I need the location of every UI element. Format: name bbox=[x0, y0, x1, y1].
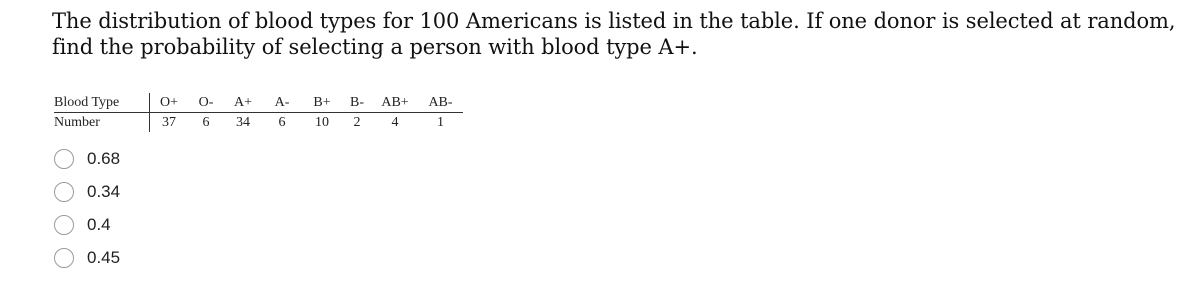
table-header-cell: B- bbox=[342, 93, 372, 113]
table-cell: 1 bbox=[437, 115, 444, 130]
table-row-number bbox=[54, 113, 463, 133]
option-label: 0.34 bbox=[87, 181, 121, 201]
table-cell: 4 bbox=[391, 115, 399, 130]
answer-options bbox=[54, 142, 120, 274]
table-cell: 10 bbox=[315, 115, 329, 130]
table-cell: 37 bbox=[162, 115, 176, 130]
table-header-cell: AB- bbox=[418, 93, 463, 113]
radio-button[interactable] bbox=[54, 182, 74, 202]
radio-button[interactable] bbox=[54, 215, 74, 235]
table-header-cell: B+ bbox=[302, 93, 342, 113]
table-header-cell: AB+ bbox=[372, 93, 418, 113]
radio-button[interactable] bbox=[54, 149, 74, 169]
table-cell: 6 bbox=[278, 115, 286, 130]
table-header-cell: O+ bbox=[150, 93, 189, 113]
table-cell: 34 bbox=[236, 115, 250, 130]
radio-button[interactable] bbox=[54, 248, 74, 268]
answer-option-2[interactable] bbox=[54, 175, 120, 208]
table-header-cell: O- bbox=[188, 93, 224, 113]
question-text: The distribution of blood types for 100 Americans is listed in the table. If one donor is selected at random, find the probability of selecting a person with blood type A+. bbox=[52, 9, 1176, 59]
option-label: 0.45 bbox=[87, 247, 121, 267]
table-header-row bbox=[54, 93, 463, 113]
table-cell: 6 bbox=[202, 115, 210, 130]
answer-option-4[interactable] bbox=[54, 241, 120, 274]
answer-option-3[interactable] bbox=[54, 208, 120, 241]
table-header-cell: A- bbox=[262, 93, 302, 113]
row-header-number: Number bbox=[54, 113, 150, 133]
row-header-blood-type: Blood Type bbox=[54, 93, 150, 113]
blood-type-table bbox=[54, 93, 463, 132]
table-cell: 2 bbox=[353, 115, 361, 130]
answer-option-1[interactable] bbox=[54, 142, 120, 175]
table-header-cell: A+ bbox=[224, 93, 262, 113]
option-label: 0.68 bbox=[87, 148, 121, 168]
option-label: 0.4 bbox=[87, 214, 111, 234]
